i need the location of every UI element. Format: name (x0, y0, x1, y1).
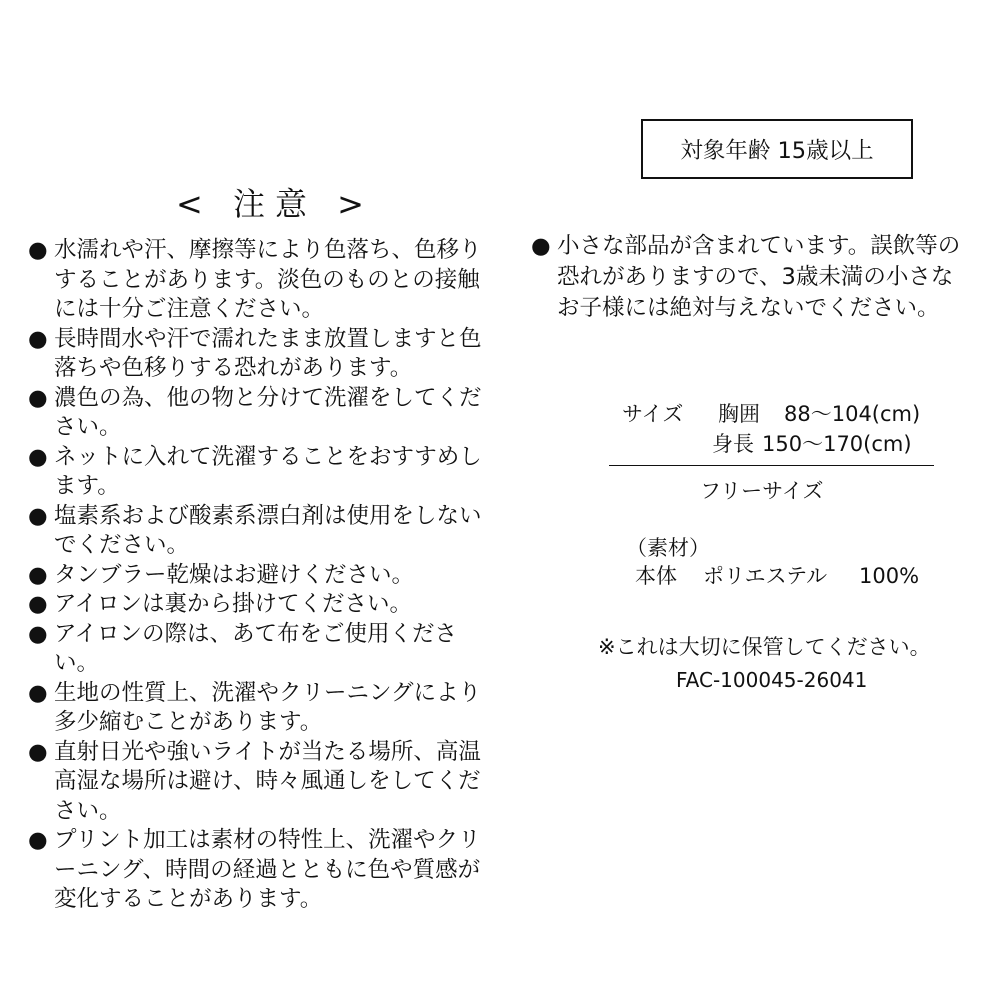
caution-list (28, 236, 498, 915)
chest-label: 胸囲 (718, 402, 760, 426)
material-fabric: ポリエステル (703, 564, 828, 588)
height-label: 身長 (712, 432, 754, 456)
material-label: （素材） (626, 536, 710, 560)
caution-text: アイロンは裏から掛けてください。 (54, 591, 412, 617)
size-row-height (622, 429, 920, 459)
small-parts-text: 小さな部品が含まれています。誤飲等の恐れがありますので、3歳未満の小さなお子様には絶対与えないでください。 (557, 233, 961, 321)
size-table (622, 399, 920, 459)
caution-item (28, 325, 498, 384)
caution-text: ネットに入れて洗濯することをおすすめします。 (54, 443, 482, 499)
height-value: 150〜170(cm) (762, 432, 912, 456)
caution-text: 直射日光や強いライトが当たる場所、高温高湿な場所は避け、時々風通しをしてください。 (54, 738, 481, 824)
bullet-icon: ● (28, 443, 48, 470)
caution-item (28, 738, 498, 827)
bullet-icon: ● (28, 384, 48, 411)
bullet-icon: ● (28, 679, 48, 706)
age-notice-text: 対象年齢 15歳以上 (680, 138, 874, 164)
caution-text: タンブラー乾燥はお避けください。 (54, 561, 415, 588)
material-row (635, 561, 919, 591)
bullet-icon: ● (28, 827, 48, 853)
small-parts-warning (531, 231, 971, 324)
caution-item (28, 443, 498, 502)
size-label: サイズ (622, 402, 684, 426)
caution-text: 水濡れや汗、摩擦等により色落ち、色移りすることがあります。淡色のものとの接触には十分ご注意ください。 (54, 237, 482, 322)
caution-item (28, 590, 498, 620)
bullet-icon: ● (28, 237, 48, 263)
caution-item (28, 679, 498, 738)
caution-text: 長時間水や汗で濡れたまま放置しますと色落ちや色移りする恐れがあります。 (54, 325, 482, 381)
chest-value: 88〜104(cm) (784, 402, 921, 426)
caution-text: アイロンの際は、あて布をご使用ください。 (54, 620, 457, 676)
caution-item (28, 502, 498, 561)
caution-text: 濃色の為、他の物と分けて洗濯をしてください。 (54, 384, 482, 440)
caution-item (28, 236, 498, 325)
age-notice-box (641, 119, 913, 179)
caution-item (28, 620, 498, 679)
caution-text: 塩素系および酸素系漂白剤は使用をしないでください。 (54, 502, 482, 558)
bullet-icon: ● (28, 561, 48, 588)
bullet-icon: ● (28, 591, 48, 617)
size-divider (609, 465, 934, 466)
caution-text: プリント加工は素材の特性上、洗濯やクリーニング、時間の経過とともに色や質感が変化することがあります。 (54, 827, 481, 912)
keep-note: ※これは大切に保管してください。 (598, 635, 931, 659)
bullet-icon: ● (28, 738, 48, 765)
size-row-chest (622, 399, 920, 429)
product-code: FAC-100045-26041 (676, 668, 868, 692)
free-size-label: フリーサイズ (700, 479, 824, 503)
caution-text: 生地の性質上、洗濯やクリーニングにより多少縮むことがあります。 (54, 679, 482, 735)
material-part: 本体 (635, 564, 677, 588)
caution-item (28, 561, 498, 591)
bullet-icon: ● (28, 502, 48, 529)
caution-item (28, 384, 498, 443)
caution-heading: < 注意 > (176, 185, 374, 223)
caution-item (28, 826, 498, 915)
bullet-icon: ● (28, 325, 48, 352)
bullet-icon: ● (531, 233, 551, 259)
bullet-icon: ● (28, 620, 48, 647)
material-percent: 100% (859, 564, 920, 588)
